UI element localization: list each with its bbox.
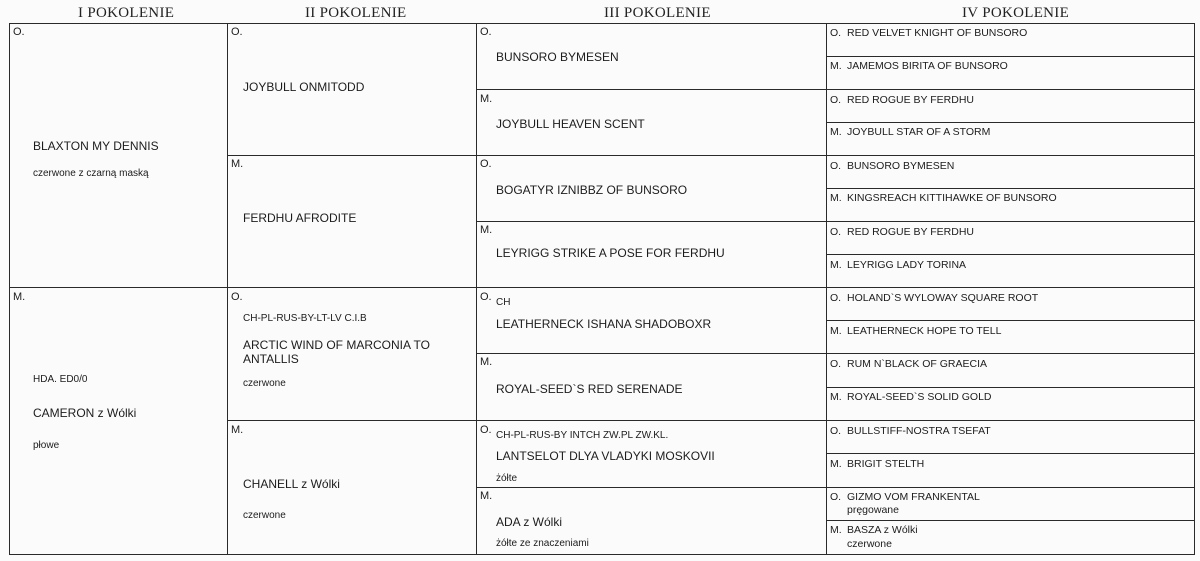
sex-label: M. bbox=[830, 391, 842, 403]
sex-label: M. bbox=[13, 291, 26, 303]
coat-color: żółte bbox=[496, 473, 518, 484]
dog-name: BRIGIT STELTH bbox=[847, 458, 925, 470]
sex-label: M. bbox=[480, 490, 493, 502]
sex-label: O. bbox=[830, 27, 842, 39]
grid-line bbox=[227, 23, 228, 555]
sex-label: M. bbox=[480, 356, 493, 368]
dog-name: HOLAND`S WYLOWAY SQUARE ROOT bbox=[847, 292, 1039, 304]
sex-label: M. bbox=[231, 158, 244, 170]
dog-name-continued: ANTALLIS bbox=[243, 352, 299, 366]
coat-color: płowe bbox=[33, 440, 60, 451]
dog-name: BASZA z Wólki bbox=[847, 524, 918, 536]
header-generation-2: II POKOLENIE bbox=[305, 5, 407, 21]
sex-label: O. bbox=[480, 158, 492, 170]
header-generation-1: I POKOLENIE bbox=[78, 5, 175, 21]
coat-color: czerwone bbox=[243, 510, 286, 521]
grid-line bbox=[227, 155, 1195, 156]
sex-label: O. bbox=[13, 26, 25, 38]
sex-label: O. bbox=[830, 226, 842, 238]
header-generation-3: III POKOLENIE bbox=[604, 5, 711, 21]
grid-line bbox=[826, 122, 1195, 123]
grid-line bbox=[826, 254, 1195, 255]
coat-color: pręgowane bbox=[847, 504, 899, 516]
grid-line bbox=[9, 23, 1195, 24]
grid-line bbox=[826, 520, 1195, 521]
sex-label: M. bbox=[231, 424, 244, 436]
titles: CH-PL-RUS-BY-LT-LV C.I.B bbox=[243, 313, 367, 324]
sex-label: M. bbox=[830, 458, 842, 470]
sex-label: M. bbox=[830, 192, 842, 204]
sex-label: M. bbox=[830, 524, 842, 536]
grid-line bbox=[826, 188, 1195, 189]
dog-name: LEATHERNECK ISHANA SHADOBOXR bbox=[496, 317, 712, 331]
dog-name: BULLSTIFF-NOSTRA TSEFAT bbox=[847, 425, 991, 437]
dog-name: BUNSORO BYMESEN bbox=[847, 160, 955, 172]
grid-line bbox=[826, 387, 1195, 388]
dog-name: LANTSELOT DLYA VLADYKI MOSKOVII bbox=[496, 449, 715, 463]
grid-line bbox=[476, 353, 1195, 354]
dog-name: JOYBULL HEAVEN SCENT bbox=[496, 117, 645, 131]
coat-color: żółte ze znaczeniami bbox=[496, 538, 589, 549]
dog-name: KINGSREACH KITTIHAWKE OF BUNSORO bbox=[847, 192, 1057, 204]
sex-label: O. bbox=[830, 425, 842, 437]
dog-name: BLAXTON MY DENNIS bbox=[33, 139, 159, 153]
dog-name: RED ROGUE BY FERDHU bbox=[847, 94, 974, 106]
sex-label: M. bbox=[830, 259, 842, 271]
dog-name: JOYBULL STAR OF A STORM bbox=[847, 126, 991, 138]
sex-label: O. bbox=[830, 491, 842, 503]
grid-line bbox=[1194, 23, 1195, 555]
sex-label: M. bbox=[830, 126, 842, 138]
dog-name: BOGATYR IZNIBBZ OF BUNSORO bbox=[496, 183, 688, 197]
grid-line bbox=[9, 23, 10, 555]
sex-label: O. bbox=[830, 292, 842, 304]
dog-name: JOYBULL ONMITODD bbox=[243, 80, 365, 94]
sex-label: O. bbox=[231, 291, 243, 303]
health-results: HDA. ED0/0 bbox=[33, 374, 88, 385]
dog-name: RED VELVET KNIGHT OF BUNSORO bbox=[847, 27, 1028, 39]
dog-name: FERDHU AFRODITE bbox=[243, 211, 357, 225]
dog-name: ARCTIC WIND OF MARCONIA TO bbox=[243, 338, 430, 352]
grid-line bbox=[9, 554, 1195, 555]
sex-label: M. bbox=[830, 325, 842, 337]
grid-line bbox=[476, 89, 1195, 90]
dog-name: CAMERON z Wólki bbox=[33, 406, 137, 420]
dog-name: CHANELL z Wólki bbox=[243, 477, 340, 491]
sex-label: O. bbox=[480, 291, 492, 303]
dog-name: ROYAL-SEED`S SOLID GOLD bbox=[847, 391, 992, 403]
titles: CH-PL-RUS-BY INTCH ZW.PL ZW.KL. bbox=[496, 430, 669, 441]
dog-name: LEYRIGG STRIKE A POSE FOR FERDHU bbox=[496, 246, 725, 260]
dog-name: ROYAL-SEED`S RED SERENADE bbox=[496, 382, 683, 396]
dog-name: ADA z Wólki bbox=[496, 515, 563, 529]
header-generation-4: IV POKOLENIE bbox=[962, 5, 1070, 21]
sex-label: M. bbox=[480, 93, 493, 105]
grid-line bbox=[826, 23, 827, 555]
sex-label: O. bbox=[231, 26, 243, 38]
coat-color: czerwone bbox=[847, 538, 892, 550]
sex-label: O. bbox=[830, 358, 842, 370]
dog-name: RUM N`BLACK OF GRAECIA bbox=[847, 358, 988, 370]
grid-line bbox=[227, 420, 1195, 421]
dog-name: JAMEMOS BIRITA OF BUNSORO bbox=[847, 60, 1008, 72]
grid-line bbox=[476, 23, 477, 555]
grid-line bbox=[826, 320, 1195, 321]
dog-name: LEYRIGG LADY TORINA bbox=[847, 259, 967, 271]
dog-name: BUNSORO BYMESEN bbox=[496, 50, 619, 64]
sex-label: O. bbox=[480, 26, 492, 38]
dog-name: LEATHERNECK HOPE TO TELL bbox=[847, 325, 1002, 337]
titles: CH bbox=[496, 297, 511, 308]
sex-label: M. bbox=[480, 224, 493, 236]
sex-label: O. bbox=[830, 160, 842, 172]
grid-line bbox=[9, 287, 1195, 288]
coat-color: czerwone z czarną maską bbox=[33, 168, 149, 179]
grid-line bbox=[476, 221, 1195, 222]
sex-label: M. bbox=[830, 60, 842, 72]
dog-name: RED ROGUE BY FERDHU bbox=[847, 226, 974, 238]
coat-color: czerwone bbox=[243, 378, 286, 389]
sex-label: O. bbox=[480, 424, 492, 436]
grid-line bbox=[826, 453, 1195, 454]
grid-line bbox=[826, 56, 1195, 57]
sex-label: O. bbox=[830, 94, 842, 106]
grid-line bbox=[476, 487, 1195, 488]
dog-name: GIZMO VOM FRANKENTAL bbox=[847, 491, 980, 503]
